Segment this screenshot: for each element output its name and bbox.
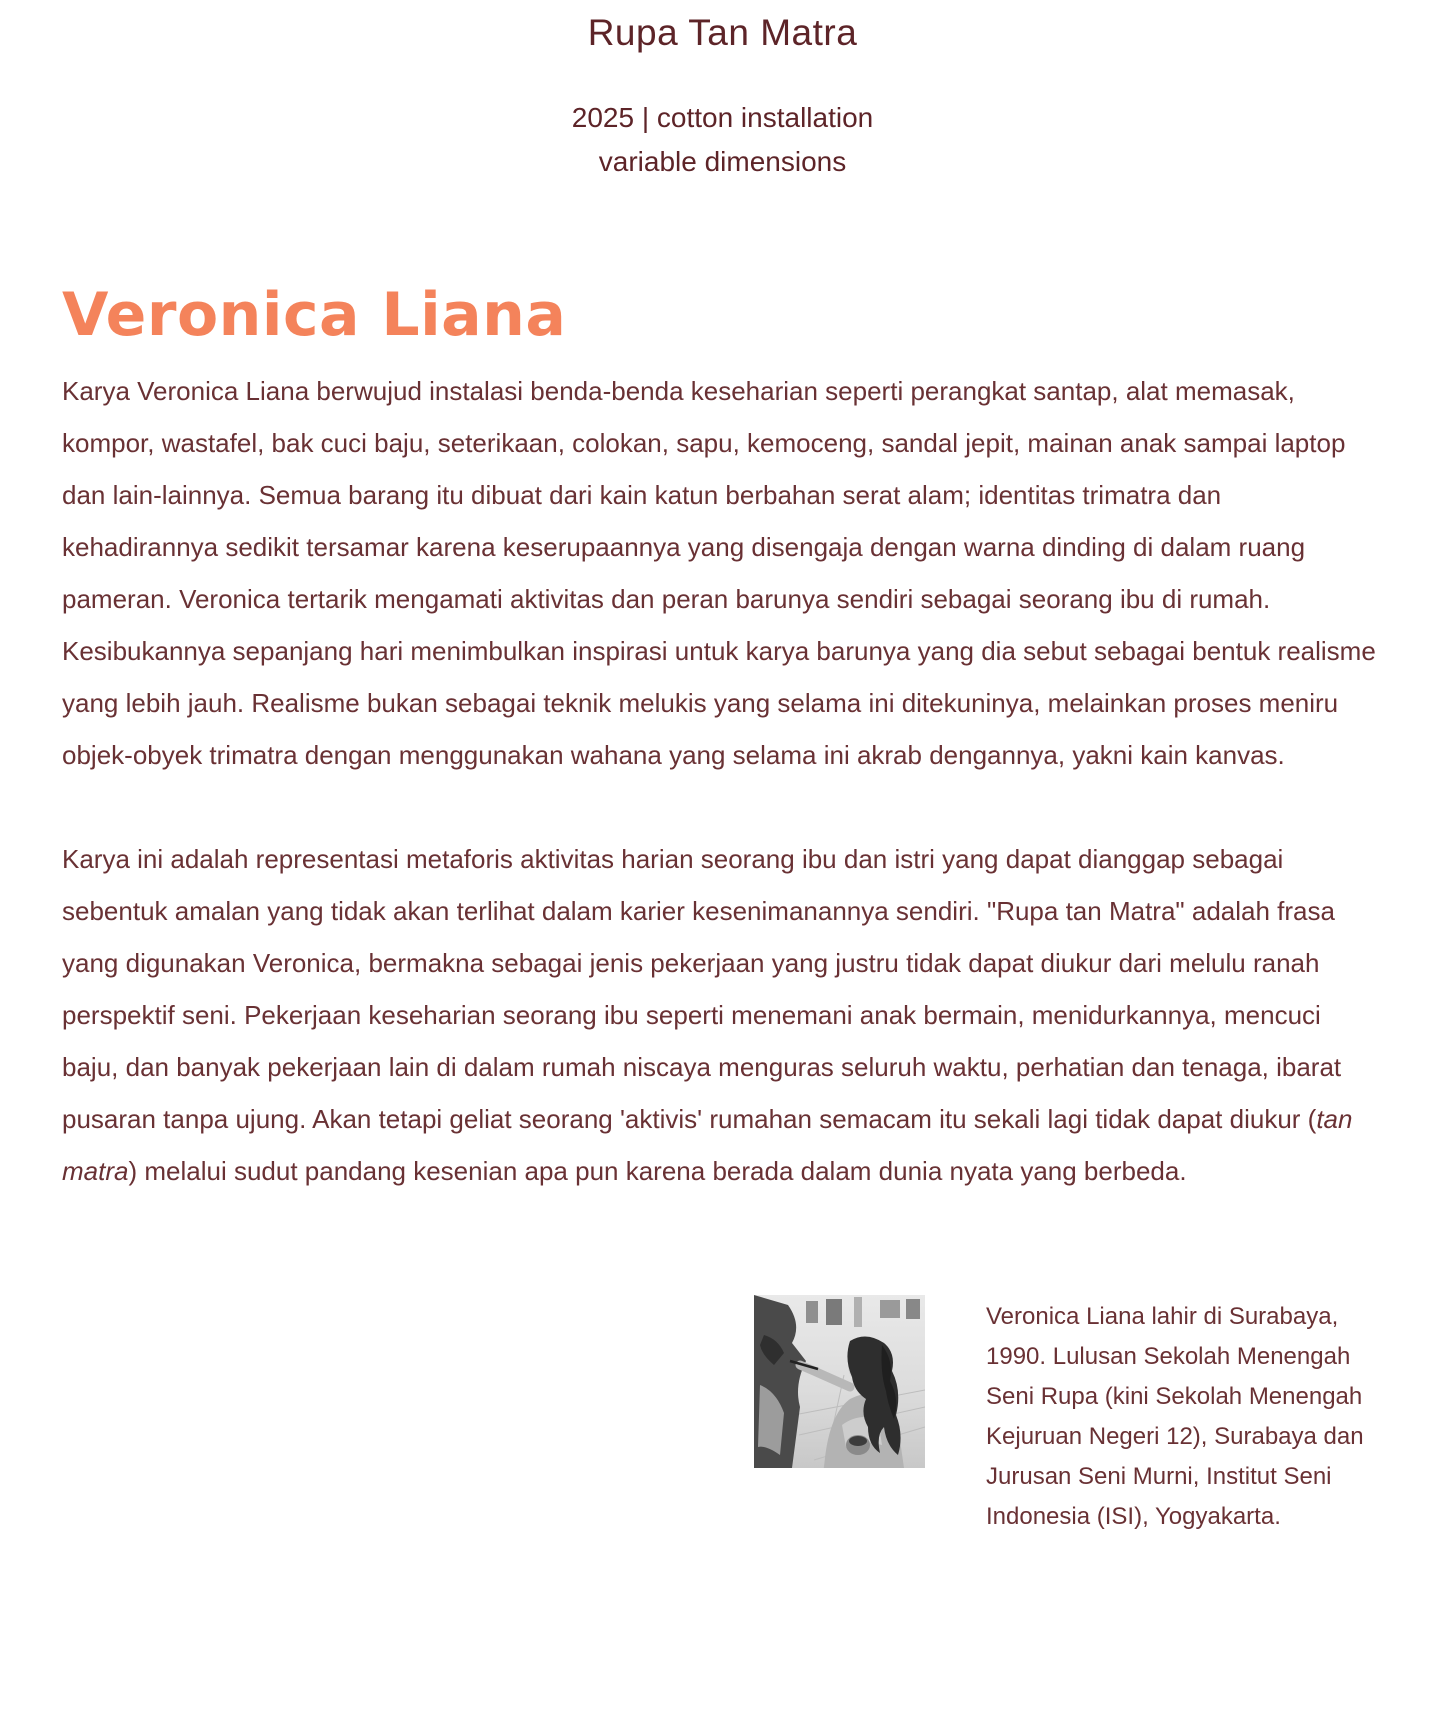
essay-paragraph-2-text: Karya ini adalah representasi metaforis aktivitas harian seorang ibu dan istri yang dapat dianggap sebagai sebentuk amalan yang tidak akan terlihat dalam karier kesenimanannya sendiri. "Rupa tan Matra" adalah frasa yang digunakan Veronica, bermakna sebagai jenis pekerjaan yang justru tidak dapat diukur dari melulu ranah perspektif seni. Pekerjaan keseharian seorang ibu seperti menemani anak bermain, menidurkannya, mencuci baju, dan banyak pekerjaan lain di dalam rumah niscaya menguras seluruh waktu, perhatian dan tenaga, ibarat pusaran tanpa ujung. Akan tetapi geliat seorang 'aktivis' rumahan semacam itu sekali lagi tidak dapat diukur (: [62, 844, 1342, 1134]
artwork-dimensions: variable dimensions: [598, 146, 847, 177]
title-block: [62, 10, 1383, 184]
artwork-title: Rupa Tan Matra: [587, 12, 858, 53]
artist-photo-graphic: [754, 1295, 925, 1468]
essay-paragraph-2-text-end: ) melalui sudut pandang kesenian apa pun karena berada dalam dunia nyata yang berbeda.: [128, 1156, 1187, 1186]
artist-name-heading: Veronica Liana: [62, 280, 567, 350]
artist-bio-section: [754, 1295, 1383, 1537]
artist-statement-page: [62, 0, 1383, 1537]
artist-bio-text: Veronica Liana lahir di Surabaya, 1990. Lulusan Sekolah Menengah Seni Rupa (kini Sekolah Menengah Kejuruan Negeri 12), Surabaya dan Jurusan Seni Murni, Institut Seni Indonesia (ISI), Yogyakarta.: [986, 1303, 1364, 1530]
essay-paragraph-1: Karya Veronica Liana berwujud instalasi benda-benda keseharian seperti perangkat santap, alat memasak, kompor, wastafel, bak cuci baju, seterikaan, colokan, sapu, kemoceng, sandal jepit, mainan anak sampai laptop dan lain-lainnya. Semua barang itu dibuat dari kain katun berbahan serat alam; identitas trimatra dan kehadirannya sedikit tersamar karena keserupaannya yang disengaja dengan warna dinding di dalam ruang pameran. Veronica tertarik mengamati aktivitas dan peran barunya sendiri sebagai seorang ibu di rumah. Kesibukannya sepanjang hari menimbulkan inspirasi untuk karya barunya yang dia sebut sebagai bentuk realisme yang lebih jauh. Realisme bukan sebagai teknik melukis yang selama ini ditekuninya, melainkan proses meniru objek-obyek trimatra dengan menggunakan wahana yang selama ini akrab dengannya, yakni kain kanvas.: [62, 376, 1376, 770]
artwork-caption: [62, 96, 1383, 184]
artwork-year-medium: 2025 | cotton installation: [571, 102, 874, 133]
artist-photo: [754, 1295, 925, 1468]
essay-paragraph-2-italic-term: tan matra: [62, 1104, 1353, 1186]
essay-paragraph-2: [62, 833, 1383, 1197]
